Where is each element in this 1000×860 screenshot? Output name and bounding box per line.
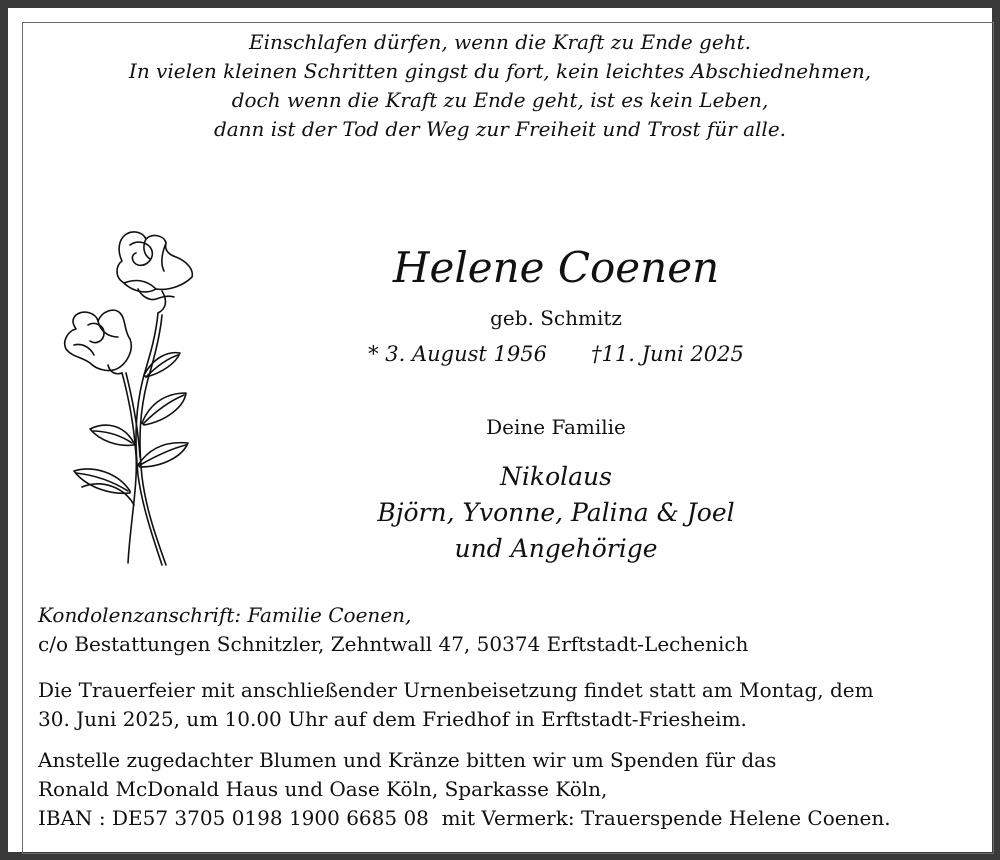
ceremony-notice <box>38 676 978 734</box>
ceremony-line-2: 30. Juni 2025, um 10.00 Uhr auf dem Friedhof in Erftstadt-Friesheim. <box>38 707 747 731</box>
condolence-line-1: Kondolenzanschrift: Familie Coenen, <box>38 603 412 627</box>
condolence-address <box>38 601 978 659</box>
donation-notice <box>38 746 978 833</box>
life-dates <box>300 339 812 369</box>
poem-line-1: Einschlafen dürfen, wenn die Kraft zu Ende geht. <box>249 30 751 54</box>
poem-line-4: dann ist der Tod der Weg zur Freiheit und Trost für alle. <box>213 117 787 141</box>
family-members <box>300 459 812 567</box>
donation-line-1: Anstelle zugedachter Blumen und Kränze bitten wir um Spenden für das <box>38 748 777 772</box>
poem-line-3: doch wenn die Kraft zu Ende geht, ist es kein Leben, <box>231 88 769 112</box>
condolence-line-2: c/o Bestattungen Schnitzler, Zehntwall 47, 50374 Erftstadt-Lechenich <box>38 632 749 656</box>
birth-date: * 3. August 1956 <box>368 342 547 366</box>
ceremony-line-1: Die Trauerfeier mit anschließender Urnenbeisetzung findet statt am Montag, dem <box>38 678 874 702</box>
poem-line-2: In vielen kleinen Schritten gingst du fort, kein leichtes Abschiednehmen, <box>128 59 872 83</box>
family-label: Deine Familie <box>486 415 626 439</box>
family-member-3: und Angehörige <box>454 534 658 563</box>
birth-name: geb. Schmitz <box>490 306 622 330</box>
family-member-1: Nikolaus <box>500 462 612 491</box>
donation-line-2: Ronald McDonald Haus und Oase Köln, Sparkasse Köln, <box>38 777 608 801</box>
donation-line-3: IBAN : DE57 3705 0198 1900 6685 08 mit Vermerk: Trauerspende Helene Coenen. <box>38 806 891 830</box>
poem <box>0 28 1000 144</box>
family-member-2: Björn, Yvonne, Palina & Joel <box>377 498 735 527</box>
rose-icon <box>38 225 208 570</box>
deceased-name: Helene Coenen <box>392 243 720 292</box>
death-date: †11. Juni 2025 <box>591 342 744 366</box>
